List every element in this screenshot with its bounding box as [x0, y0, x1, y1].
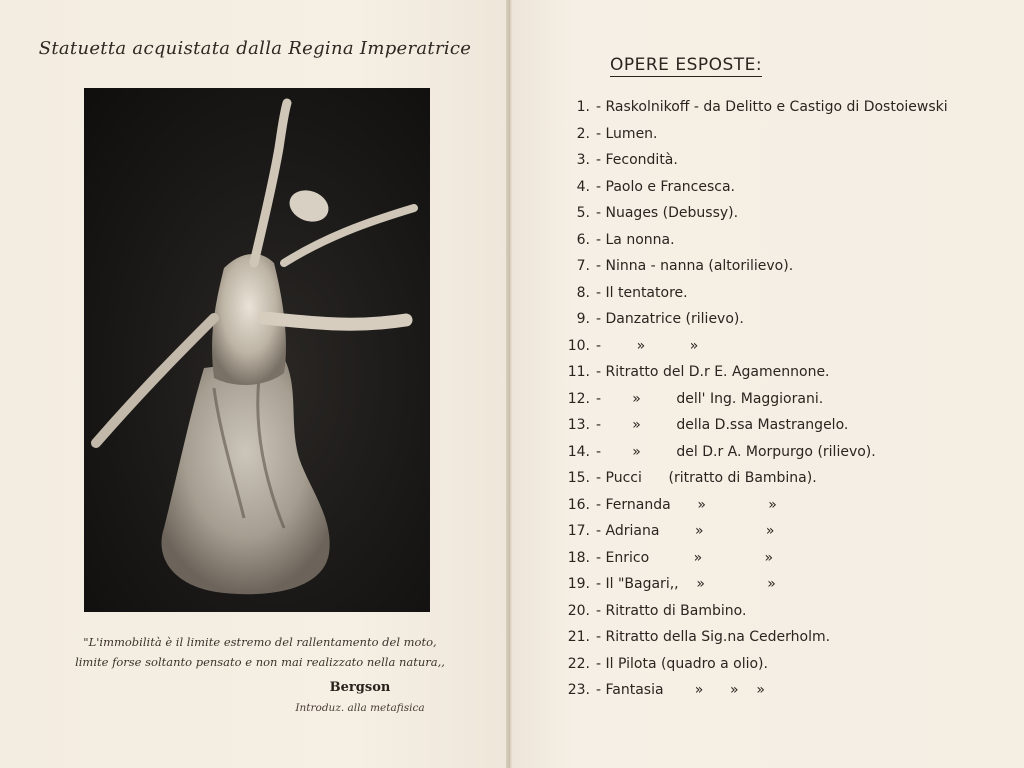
item-title: - Paolo e Francesca.: [596, 178, 736, 195]
works-heading: OPERE ESPOSTE:: [610, 55, 763, 75]
item-title: - Ninna - nanna (altorilievo).: [596, 258, 794, 274]
list-item: [548, 677, 1008, 704]
item-title: - » »: [596, 337, 699, 354]
list-item: [548, 227, 1008, 254]
quote-line-1: "L'immobilità è il limite estremo del rallentamento del moto,: [83, 635, 437, 649]
item-title: - Raskolnikoff - da Delitto e Castigo di Dostoiewski: [596, 99, 948, 115]
item-number: 18.: [567, 549, 590, 566]
item-title: - Danzatrice (rilievo).: [596, 311, 744, 327]
item-number: 8.: [576, 284, 590, 301]
item-title: - Il tentatore.: [596, 284, 688, 301]
item-title: - » della D.ssa Mastrangelo.: [596, 417, 849, 433]
item-number: 6.: [576, 231, 590, 248]
list-item: [548, 598, 1008, 625]
item-title: - Fernanda » »: [596, 496, 777, 513]
list-item: [548, 386, 1008, 413]
item-title: - Ritratto del D.r E. Agamennone.: [596, 364, 830, 380]
item-title: - Il Pilota (quadro a olio).: [596, 655, 768, 672]
works-list: [548, 94, 1008, 704]
item-number: 21.: [567, 629, 590, 645]
item-number: 5.: [576, 205, 590, 221]
list-item: [548, 651, 1008, 678]
item-number: 23.: [567, 682, 590, 698]
list-item: [548, 359, 1008, 386]
list-item: [548, 518, 1008, 545]
list-item: [548, 492, 1008, 519]
bergson-quote: [40, 632, 480, 672]
item-title: - » del D.r A. Morpurgo (rilievo).: [596, 443, 876, 460]
item-number: 12.: [567, 390, 590, 407]
item-number: 11.: [567, 364, 590, 380]
statuette-photo: [84, 88, 430, 612]
item-title: - Il "Bagari,, » »: [596, 576, 776, 592]
quote-line-2: limite forse soltanto pensato e non mai realizzato nella natura,,: [75, 655, 445, 669]
item-number: 13.: [567, 417, 590, 433]
item-number: 14.: [567, 443, 590, 460]
item-number: 9.: [576, 311, 590, 327]
item-number: 1.: [576, 99, 590, 115]
item-number: 20.: [567, 602, 590, 619]
item-title: - Ritratto della Sig.na Cederholm.: [596, 629, 831, 645]
list-item: [548, 333, 1008, 360]
item-number: 16.: [567, 496, 590, 513]
item-number: 22.: [567, 655, 590, 672]
list-item: [548, 571, 1008, 598]
item-number: 7.: [576, 258, 590, 274]
list-item: [548, 147, 1008, 174]
list-item: [548, 280, 1008, 307]
left-page: [0, 0, 508, 768]
item-title: - La nonna.: [596, 231, 675, 248]
item-title: - Ritratto di Bambino.: [596, 602, 747, 619]
list-item: [548, 465, 1008, 492]
list-item: [548, 624, 1008, 651]
item-number: 3.: [576, 152, 590, 168]
list-item: [548, 253, 1008, 280]
page-title: Statuetta acquistata dalla Regina Imperatrice: [38, 38, 472, 59]
item-title: - Pucci (ritratto di Bambina).: [596, 470, 817, 486]
item-number: 19.: [567, 576, 590, 592]
list-item: [548, 200, 1008, 227]
item-number: 4.: [576, 178, 590, 195]
quote-source: Introduz. alla metafisica: [295, 702, 425, 714]
item-title: - Nuages (Debussy).: [596, 205, 739, 221]
item-title: - » dell' Ing. Maggiorani.: [596, 390, 824, 407]
list-item: [548, 439, 1008, 466]
item-title: - Fecondità.: [596, 152, 678, 168]
item-number: 15.: [567, 470, 590, 486]
list-item: [548, 306, 1008, 333]
list-item: [548, 545, 1008, 572]
item-title: - Lumen.: [596, 125, 658, 142]
item-title: - Enrico » »: [596, 549, 774, 566]
list-item: [548, 412, 1008, 439]
quote-author: Bergson: [329, 680, 391, 695]
item-number: 17.: [567, 523, 590, 539]
item-title: - Adriana » »: [596, 523, 775, 539]
item-number: 2.: [576, 125, 590, 142]
item-number: 10.: [567, 337, 590, 354]
list-item: [548, 121, 1008, 148]
list-item: [548, 174, 1008, 201]
list-item: [548, 94, 1008, 121]
item-title: - Fantasia » » »: [596, 682, 765, 698]
